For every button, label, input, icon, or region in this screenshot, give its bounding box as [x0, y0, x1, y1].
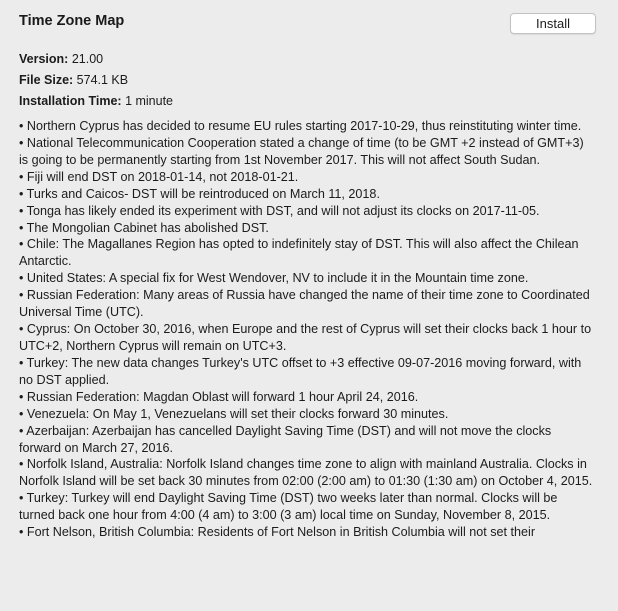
version-row: [19, 51, 103, 67]
installation-time-row: [19, 93, 173, 109]
release-note-item: • Russian Federation: Magdan Oblast will forward 1 hour April 24, 2016.: [19, 389, 419, 404]
release-note-item: • Russian Federation: Many areas of Russia have changed the name of their time zone to Coordinated Universal Time (UTC).: [19, 288, 590, 320]
release-notes-list[interactable]: [19, 118, 594, 611]
release-note-item: • Chile: The Magallanes Region has opted to indefinitely stay of DST. This will also affect the Chilean Antarctic.: [19, 237, 579, 269]
version-value: 21.00: [71, 52, 104, 66]
release-note-item: • Northern Cyprus has decided to resume EU rules starting 2017-10-29, thus reinstituting winter time.: [19, 119, 582, 133]
file-size-label: File Size:: [19, 73, 74, 87]
installation-time-value: 1 minute: [125, 94, 174, 108]
release-note-item: • Tonga has likely ended its experiment with DST, and will not adjust its clocks on 2017-11-05.: [19, 203, 540, 218]
release-note-item: • Cyprus: On October 30, 2016, when Europe and the rest of Cyprus will set their clocks back 1 hour to UTC+2, Northern Cyprus will remain on UTC+3.: [19, 322, 592, 353]
release-note-item: • The Mongolian Cabinet has abolished DST.: [19, 220, 269, 235]
release-note-item: • United States: A special fix for West Wendover, NV to include it in the Mountain time zone.: [19, 271, 529, 286]
release-note-item: • National Telecommunication Cooperation stated a change of time (to be GMT +2 instead of GMT+3) is going to be permanently starting from 1st November 2017. This will not affect South Sudan.: [19, 135, 584, 167]
release-note-item: • Azerbaijan: Azerbaijan has cancelled Daylight Saving Time (DST) and will not move the clocks forward on March 27, 2016.: [19, 423, 552, 455]
release-note-item: • Fort Nelson, British Columbia: Residents of Fort Nelson in British Columbia will not set their: [19, 525, 536, 540]
update-title: Time Zone Map: [19, 13, 125, 29]
file-size-value: 574.1 KB: [76, 73, 129, 87]
release-note-item: • Fiji will end DST on 2018-01-14, not 2018-01-21.: [19, 169, 299, 184]
file-size-row: [19, 72, 128, 88]
version-label: Version:: [19, 52, 69, 66]
release-note-item: • Norfolk Island, Australia: Norfolk Island changes time zone to align with mainland Australia. Clocks in Norfolk Island will be set back 30 minutes from 02:00 (2:00 am) to 01:30 (1:30 am) on October 4, 2015.: [19, 457, 593, 489]
installation-time-label: Installation Time:: [19, 94, 122, 108]
install-button[interactable]: Install: [510, 13, 596, 34]
release-note-item: • Turkey: Turkey will end Daylight Saving Time (DST) two weeks later than normal. Clocks will be turned back one hour from 4:00 (4 am) to 3:00 (3 am) local time on Sunday, November 8, 2015.: [19, 491, 558, 523]
release-note-item: • Turkey: The new data changes Turkey's UTC offset to +3 effective 09-07-2016 moving forward, with no DST applied.: [19, 355, 582, 387]
release-note-item: • Venezuela: On May 1, Venezuelans will set their clocks forward 30 minutes.: [19, 406, 449, 421]
release-note-item: • Turks and Caicos- DST will be reintroduced on March 11, 2018.: [19, 186, 380, 201]
